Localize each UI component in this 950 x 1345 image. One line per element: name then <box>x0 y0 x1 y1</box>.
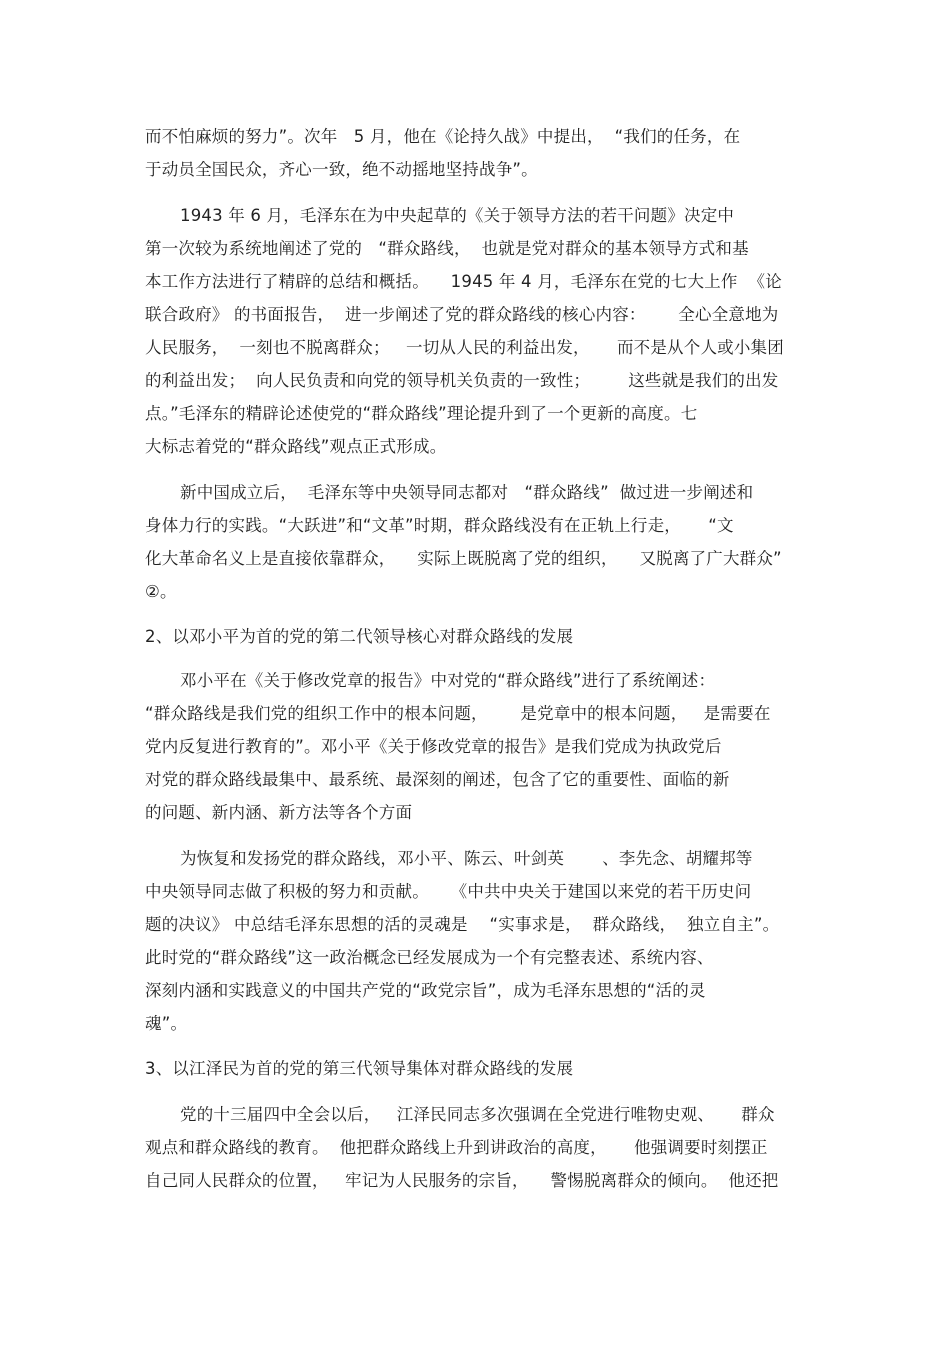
text-line: 的问题、新内涵、新方法等各个方面 <box>145 803 413 822</box>
text-line: 观点和群众路线的教育。 他把群众路线上升到讲政治的高度， 他强调要时刻摆正 <box>145 1138 768 1157</box>
text-line: 中央领导同志做了积极的努力和贡献。 《中共中央关于建国以来党的若干历史问 <box>145 882 752 901</box>
text-line: 此时党的“群众路线”这一政治概念已经发展成为一个有完整表述、系统内容、 <box>145 948 714 967</box>
text-line: 为恢复和发扬党的群众路线，邓小平、陈云、叶剑英 、李先念、胡耀邦等 <box>180 849 753 868</box>
text-line: 党内反复进行教育的”。邓小平《关于修改党章的报告》是我们党成为执政党后 <box>145 737 722 756</box>
text-line: 于动员全国民众，齐心一致，绝不动摇地坚持战争”。 <box>145 160 538 179</box>
text-line: 联合政府》 的书面报告， 进一步阐述了党的群众路线的核心内容： 全心全意地为 <box>145 305 779 324</box>
text-line: 点。”毛泽东的精辟论述使党的“群众路线”理论提升到了一个更新的高度。七 <box>145 404 698 423</box>
text-line: “群众路线是我们党的组织工作中的根本问题， 是党章中的根本问题， 是需要在 <box>145 704 771 723</box>
text-line: 人民服务， 一刻也不脱离群众； 一切从人民的利益出发， 而不是从个人或小集团 <box>145 338 784 357</box>
text-line: 本工作方法进行了精辟的总结和概括。 1945 年 4 月，毛泽东在党的七大上作 《论 <box>145 272 782 291</box>
section-heading: 2、以邓小平为首的党的第二代领导核心对群众路线的发展 <box>145 627 574 646</box>
text-line: 身体力行的实践。“大跃进”和“文革”时期，群众路线没有在正轨上行走， “文 <box>145 516 734 535</box>
text-line: 魂”。 <box>145 1014 188 1033</box>
text-line: 新中国成立后， 毛泽东等中央领导同志都对 “群众路线” 做过进一步阐述和 <box>180 483 754 502</box>
text-line: 1943 年 6 月，毛泽东在为中央起草的《关于领导方法的若干问题》决定中 <box>180 206 735 225</box>
text-line: 党的十三届四中全会以后， 江泽民同志多次强调在全党进行唯物史观、 群众 <box>180 1105 775 1124</box>
section-heading: 3、以江泽民为首的党的第三代领导集体对群众路线的发展 <box>145 1059 574 1078</box>
text-line: ②。 <box>145 582 177 601</box>
text-line: 第一次较为系统地阐述了党的 “群众路线， 也就是党对群众的基本领导方式和基 <box>145 239 749 258</box>
text-line: 对党的群众路线最集中、最系统、最深刻的阐述，包含了它的重要性、面临的新 <box>145 770 730 789</box>
text-line: 自己同人民群众的位置， 牢记为人民服务的宗旨， 警惕脱离群众的倾向。 他还把 <box>145 1171 779 1190</box>
text-line: 深刻内涵和实践意义的中国共产党的“政党宗旨”，成为毛泽东思想的“活的灵 <box>145 981 706 1000</box>
text-line: 邓小平在《关于修改党章的报告》中对党的“群众路线”进行了系统阐述： <box>180 671 716 690</box>
text-line: 而不怕麻烦的努力”。次年 5 月，他在《论持久战》中提出， “我们的任务，在 <box>145 127 741 146</box>
text-line: 的利益出发； 向人民负责和向党的领导机关负责的一致性； 这些就是我们的出发 <box>145 371 779 390</box>
text-line: 化大革命名义上是直接依靠群众， 实际上既脱离了党的组织， 又脱离了广大群众” <box>145 549 782 568</box>
text-line: 题的决议》 中总结毛泽东思想的活的灵魂是 “实事求是， 群众路线， 独立自主”。 <box>145 915 780 934</box>
text-line: 大标志着党的“群众路线”观点正式形成。 <box>145 437 447 456</box>
